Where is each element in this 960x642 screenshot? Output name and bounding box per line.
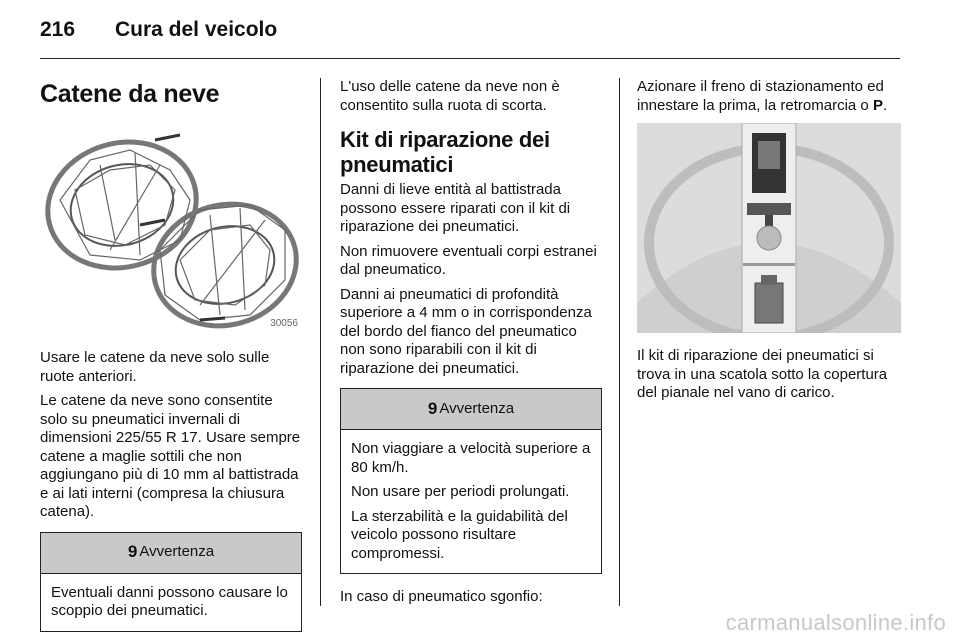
paragraph-text: Azionare il freno di stazionamento ed innestare la prima, la retromarcia o — [637, 78, 884, 114]
page-header — [40, 18, 277, 42]
paragraph — [637, 78, 901, 115]
warning-icon: 9 — [427, 398, 438, 418]
paragraph: In caso di pneumatico sgonfio: — [340, 588, 543, 605]
section-title-snow-chains: Catene da neve — [40, 80, 220, 108]
gear-park-label: P — [872, 96, 883, 114]
section-title-repair-kit: Kit di riparazione dei pneumatici — [340, 127, 550, 177]
column-1 — [40, 80, 302, 632]
warning-body — [41, 574, 301, 631]
figure-number: 30056 — [270, 317, 298, 329]
warning-text: Eventuali danni possono causare lo scoppio dei pneumatici. — [51, 583, 288, 619]
warning-header — [41, 533, 301, 574]
chapter-title: Cura del veicolo — [115, 18, 278, 41]
paragraph: Danni ai pneumatici di profondità superiore a 4 mm o in corrispondenza del bordo del fianco del pneumatico non sono riparabili con il kit di riparazione dei pneumatici. — [340, 285, 592, 377]
paragraph: L'uso delle catene da neve non è consentito sulla ruota di scorta. — [340, 78, 560, 114]
paragraph: Danni di lieve entità al battistrada possono essere riparati con il kit di riparazione dei pneumatici. — [340, 181, 571, 235]
column-3 — [637, 78, 901, 409]
header-rule — [40, 58, 900, 59]
column-2 — [340, 78, 602, 613]
paragraph: Non rimuovere eventuali corpi estranei dal pneumatico. — [340, 242, 597, 278]
warning-header — [341, 389, 601, 430]
warning-text: La sterzabilità e la guidabilità del veicolo possono risultare compromessi. — [351, 507, 568, 562]
page-number: 216 — [40, 18, 76, 41]
warning-heading: Avvertenza — [439, 399, 515, 417]
repair-kit-photo — [637, 123, 901, 333]
snow-chains-illustration — [40, 120, 302, 335]
repair-kit-drawing — [637, 123, 901, 333]
warning-body — [341, 430, 601, 573]
column-divider-2 — [619, 78, 620, 606]
figure-caption: Il kit di riparazione dei pneumatici si trova in una scatola sotto la copertura del pianale nel vano di carico. — [637, 347, 888, 401]
watermark: carmanualsonline.info — [725, 610, 946, 635]
warning-icon: 9 — [127, 542, 138, 562]
paragraph: Usare le catene da neve solo sulle ruote anteriori. — [40, 349, 270, 385]
column-divider-1 — [320, 78, 321, 606]
warning-text: Non usare per periodi prolungati. — [351, 483, 570, 500]
warning-box — [340, 388, 602, 574]
warning-text: Non viaggiare a velocità superiore a 80 km/h. — [351, 440, 591, 476]
warning-heading: Avvertenza — [139, 543, 215, 561]
snow-chains-drawing — [40, 120, 302, 335]
warning-box — [40, 532, 302, 632]
paragraph-end: . — [882, 96, 888, 114]
paragraph: Le catene da neve sono consentite solo su pneumatici invernali di dimensioni 225/55 R 17. Usare sempre catene a maglie sottili che non aggiungano più di 10 mm al battistrada e ai lati interni (compresa la chiusura catena). — [40, 392, 301, 520]
